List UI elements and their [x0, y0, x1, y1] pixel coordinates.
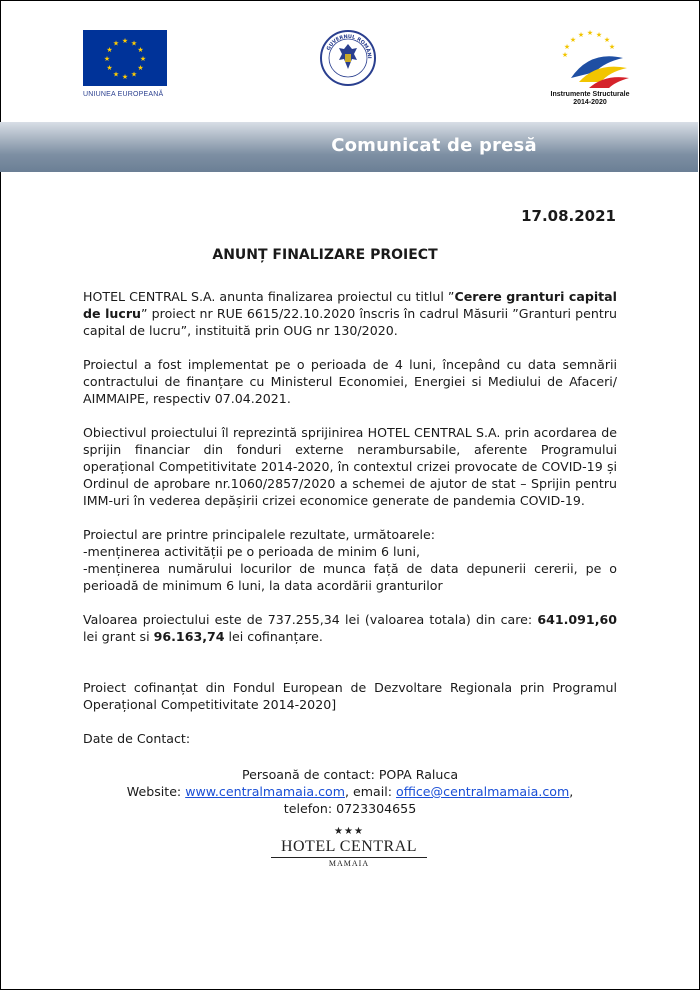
grant-amount: 641.091,60	[537, 612, 617, 627]
results-intro: Proiectul are printre principalele rezultate, următoarele:	[83, 527, 435, 542]
hotel-name: HOTEL CENTRAL	[280, 838, 418, 855]
hotel-location: MAMAIA	[328, 859, 370, 868]
paragraph-cofinanced: Proiect cofinanțat din Fondul European de Dezvoltare Regionala prin Programul Operațional Competitivitate 2014-2020]	[83, 680, 617, 712]
result-item-1: -menținerea activității pe o perioada de minim 6 luni,	[83, 544, 420, 559]
contact-phone: telefon: 0723304655	[283, 801, 417, 816]
contact-person: Persoană de contact: POPA Raluca	[241, 767, 459, 782]
gov-logo-text: GUVERNUL ROMÂNI	[325, 33, 373, 59]
press-release-banner	[0, 122, 698, 172]
svg-text:★: ★	[121, 37, 129, 45]
banner-title: Comunicat de presă	[331, 135, 537, 156]
paragraph-implementation: Proiectul a fost implementat pe o perioada de 4 luni, începând cu data semnării contractului de finanțare cu Ministerul Economiei, Energiei si Mediului de Afaceri/ AIMMAIPE, respectiv 07.04.2021.	[83, 357, 617, 406]
svg-text:★: ★	[577, 31, 585, 39]
hotel-central-logo	[271, 826, 427, 868]
svg-text:★: ★	[130, 39, 138, 48]
instrumente-caption-line1: Instrumente Structurale	[550, 91, 630, 98]
result-item-2: -menținerea numărului locurilor de munca față de data depunerii cererii, pe o perioadă de minimum 6 luni, la data acordării granturilor	[83, 561, 617, 593]
eu-flag-icon	[83, 30, 167, 86]
paragraph-objective: Obiectivul proiectului îl reprezintă sprijinirea HOTEL CENTRAL S.A. prin acordarea de sprijin financiar din fonduri externe nerambursabile, aferente Programului operațional Competitivitate 2014-2020, în contextul crizei provocate de COVID-19 și Ordinul de aprobare nr.1060/2857/2020 a schemei de ajutor de stat – Sprijin pentru IMM-uri în vederea depășirii crizei economice generate de pandemia COVID-19.	[83, 425, 617, 508]
p1-text-a: HOTEL CENTRAL S.A. anunta finalizarea proiectul cu titlul ”	[83, 289, 455, 304]
gov-romania-logo	[319, 29, 377, 87]
email-label: , email:	[345, 784, 396, 799]
website-label: Website:	[126, 784, 186, 799]
eu-stars-icon	[83, 30, 167, 86]
svg-text:★: ★	[586, 29, 594, 37]
svg-text:★: ★	[139, 55, 147, 63]
website-link[interactable]: www.centralmamaia.com	[185, 784, 346, 799]
document-body	[83, 288, 617, 747]
eu-caption: UNIUNEA EUROPEANĂ	[83, 91, 164, 98]
cofinancing-amount: 96.163,74	[153, 629, 225, 644]
svg-text:★: ★	[121, 73, 129, 81]
svg-text:★: ★	[595, 31, 603, 39]
structural-instruments-icon	[545, 28, 635, 90]
svg-text:★: ★	[563, 43, 571, 51]
svg-text:★: ★	[608, 43, 616, 51]
eu-logo	[83, 30, 167, 98]
email-trail: ,	[569, 784, 574, 799]
svg-text:★: ★	[106, 46, 113, 54]
svg-text:★: ★	[569, 36, 577, 44]
svg-text:★: ★	[137, 46, 144, 54]
svg-text:★: ★	[603, 36, 611, 44]
svg-text:★: ★	[130, 70, 138, 79]
instrumente-structurale-logo	[545, 28, 635, 114]
svg-text:★: ★	[106, 64, 113, 72]
hotel-divider	[271, 857, 427, 858]
svg-text:★: ★	[561, 51, 569, 59]
instrumente-caption	[545, 91, 635, 107]
svg-text:★: ★	[137, 64, 144, 72]
project-name: Cerere granturi capital de lucru	[83, 289, 617, 321]
value-text-c: lei grant si	[83, 629, 154, 644]
paragraph-value	[83, 611, 617, 645]
paragraph-results	[83, 526, 617, 594]
document-date: 17.08.2021	[521, 207, 616, 225]
svg-text:★: ★	[112, 70, 120, 79]
value-text-a: Valoarea proiectului este de 737.255,34 lei (valoarea totala) din care:	[83, 612, 538, 627]
value-text-e: lei cofinanțare.	[224, 629, 323, 644]
contact-heading: Date de Contact:	[83, 731, 191, 746]
contact-block	[0, 766, 700, 817]
p1-text-c: ” proiect nr RUE 6615/22.10.2020 înscris în cadrul Măsurii ”Granturi pentru capital de lucru”, instituită prin OUG nr 130/2020.	[83, 306, 618, 338]
instrumente-caption-line2: 2014-2020	[573, 99, 607, 106]
hotel-stars-icon: ★★★	[334, 826, 364, 837]
paragraph-project-title	[83, 288, 617, 339]
email-link[interactable]: office@centralmamaia.com	[396, 784, 570, 799]
contact-web-email	[0, 783, 700, 800]
svg-text:★: ★	[103, 55, 111, 63]
document-title: ANUNȚ FINALIZARE PROIECT	[212, 247, 438, 263]
svg-text:★: ★	[112, 39, 120, 48]
